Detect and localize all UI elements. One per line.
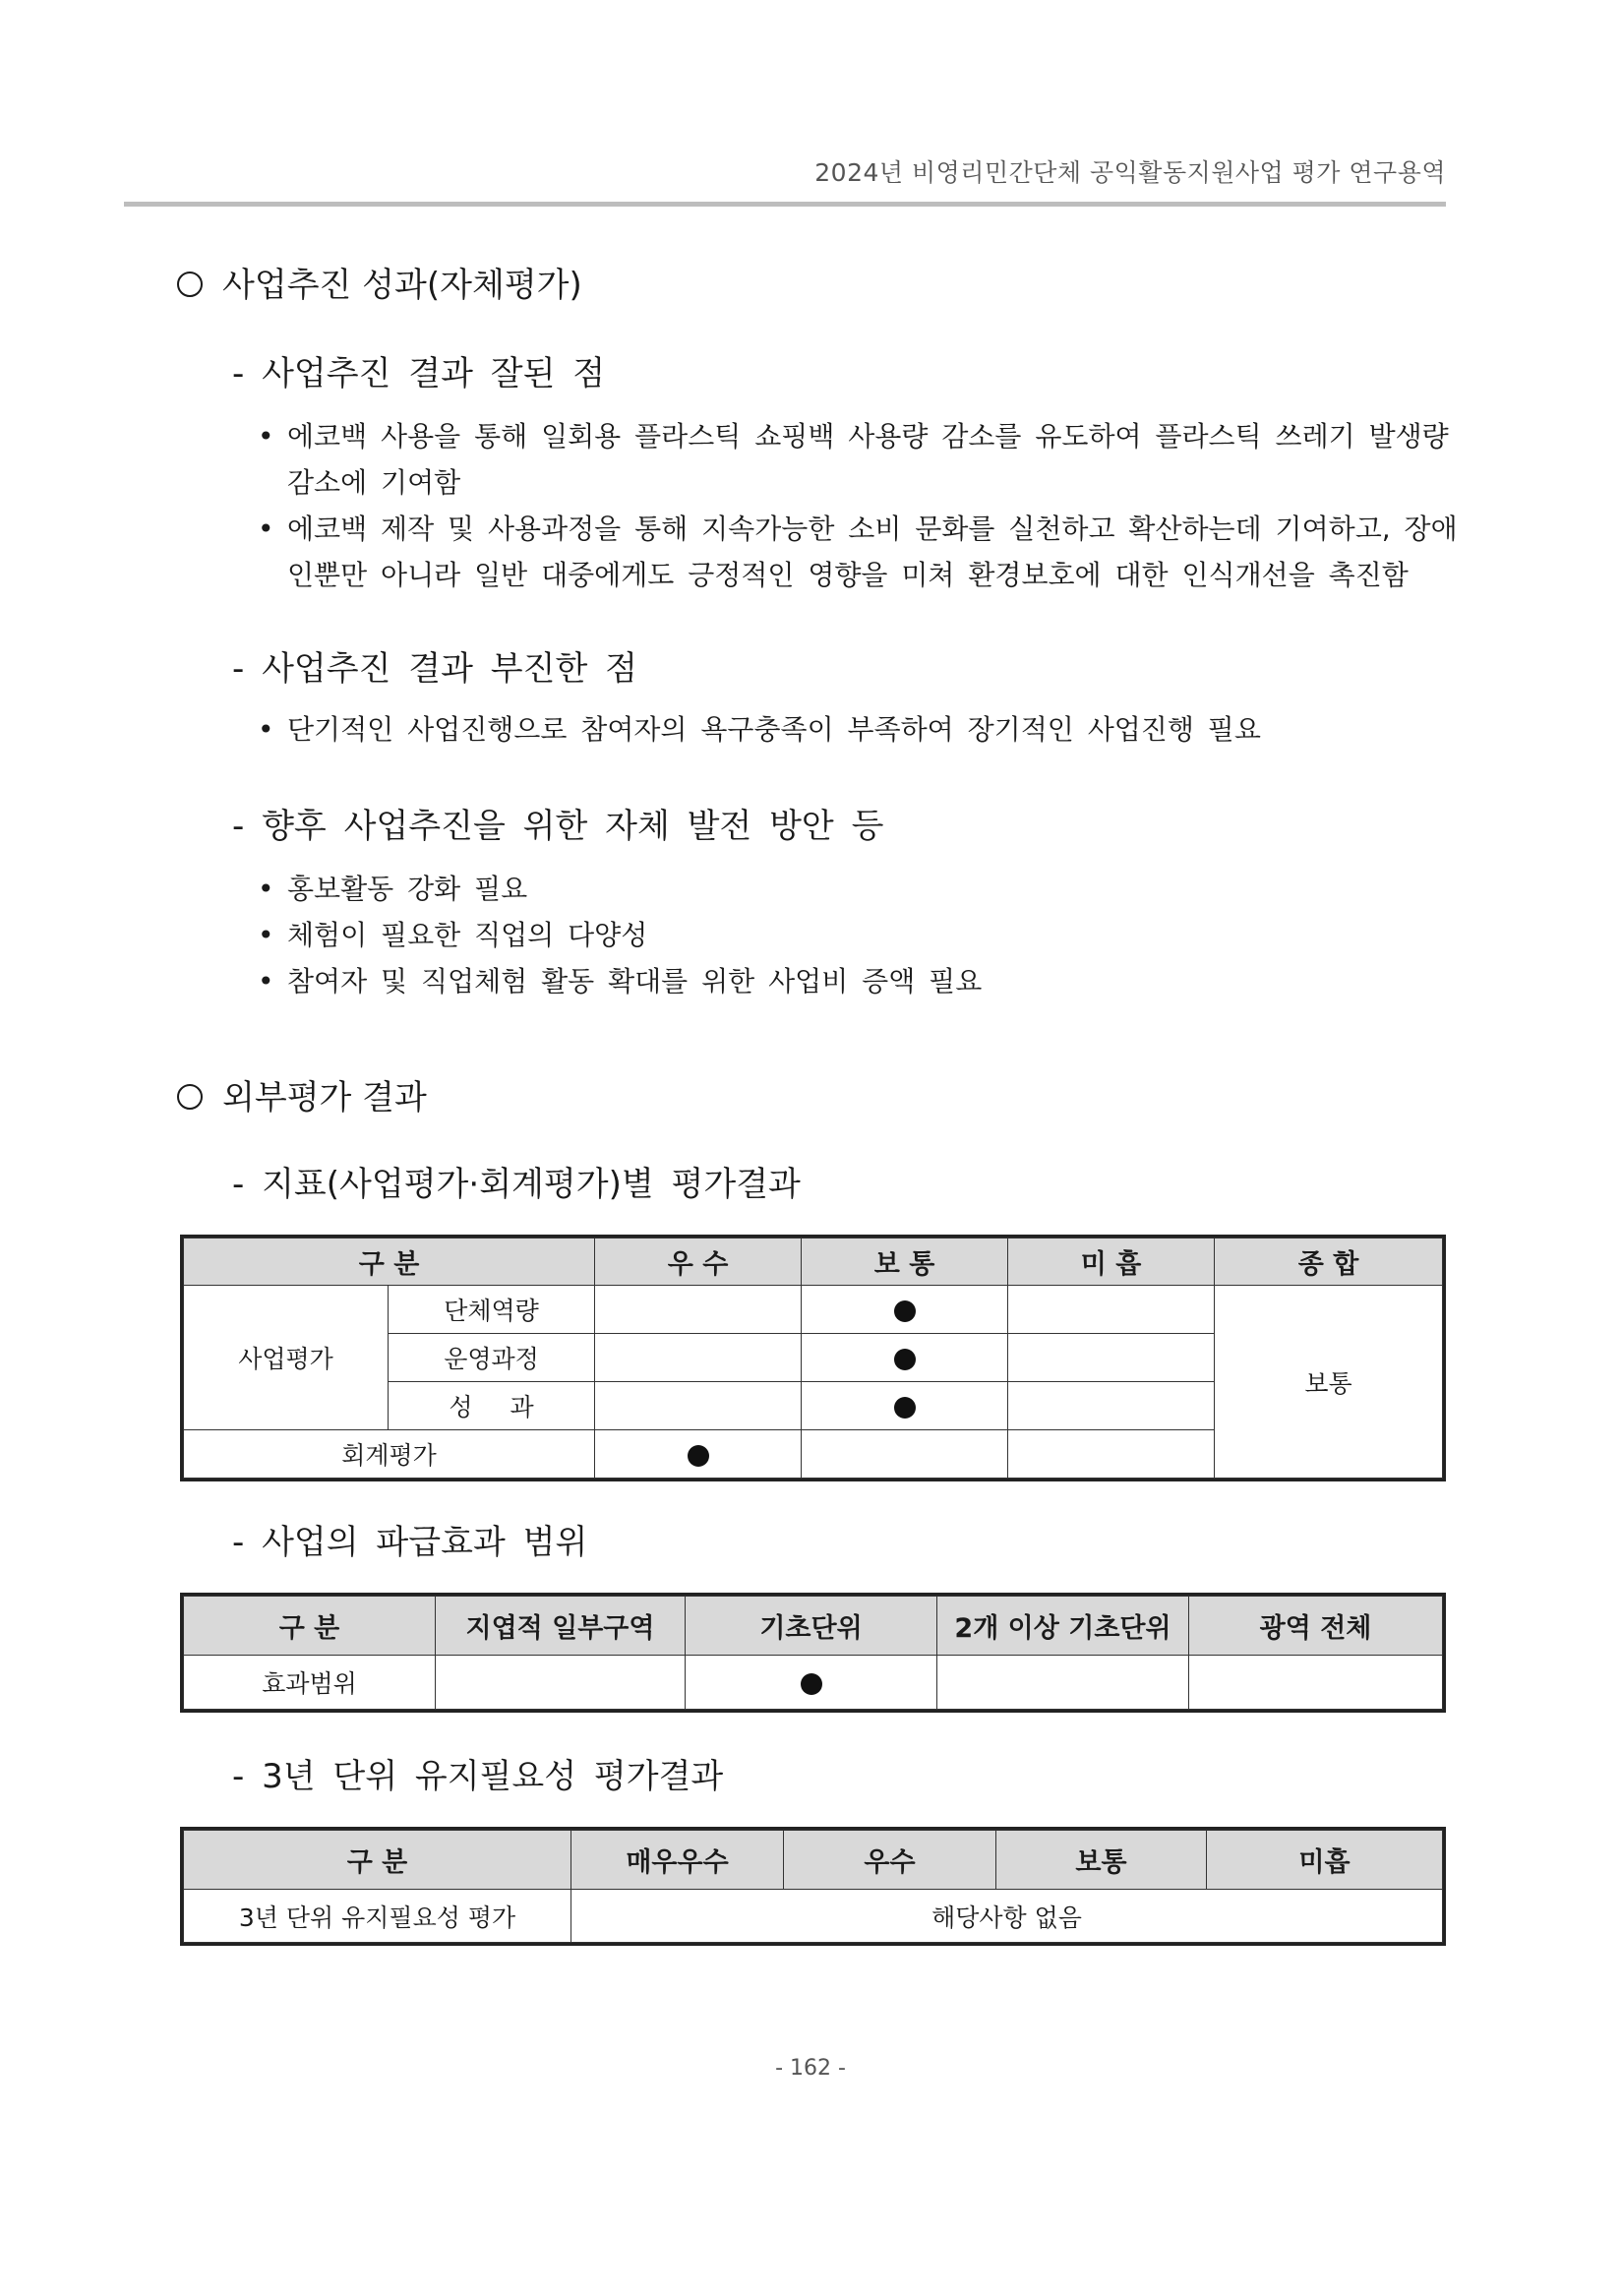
filled-dot-icon [894, 1349, 916, 1370]
page-number: - 162 - [775, 2056, 846, 2081]
table-header-row [184, 1831, 1443, 1890]
list-item: • 에코백 사용을 통해 일회용 플라스틱 쇼핑백 사용량 감소를 유도하여 플라스틱 쓰레기 발생량 감소에 기여함 [258, 413, 1458, 506]
filled-dot-icon [801, 1673, 822, 1695]
header-cell: 보통 [996, 1831, 1207, 1890]
value-cell: 해당사항 없음 [571, 1890, 1443, 1943]
header-cell: 구 분 [184, 1597, 436, 1656]
sustain-table [183, 1830, 1443, 1943]
rating-cell [937, 1656, 1189, 1710]
list-item: • 에코백 제작 및 사용과정을 통해 지속가능한 소비 문화를 실천하고 확산하는데 기여하고, 장애인뿐만 아니라 일반 대중에게도 긍정적인 영향을 미쳐 환경보호에 대한 인식개선을 촉진함 [258, 506, 1458, 598]
group-label-cell: 사업평가 [184, 1286, 389, 1430]
header-title: 2024년 비영리민간단체 공익활동지원사업 평가 연구용역 [814, 158, 1446, 187]
plan-list [258, 866, 1458, 1004]
subheading-sustain: - 3년 단위 유지필요성 평가결과 [232, 1757, 724, 1796]
section-heading: 사업추진 성과(자체평가) [222, 266, 582, 305]
table-row [184, 1286, 1443, 1334]
row-label-cell: 운영과정 [389, 1334, 595, 1382]
header-cell: 2개 이상 기초단위 [937, 1597, 1189, 1656]
good-list [258, 413, 1458, 598]
header-cell: 광역 전체 [1189, 1597, 1443, 1656]
rating-cell [802, 1334, 1008, 1382]
row-label-cell: 성 과 [389, 1382, 595, 1430]
header-cell: 종 합 [1215, 1239, 1443, 1286]
rating-cell [436, 1656, 686, 1710]
rating-cell [686, 1656, 937, 1710]
rating-cell [1189, 1656, 1443, 1710]
ripple-table [183, 1596, 1443, 1710]
table-header-row [184, 1597, 1443, 1656]
rating-cell [595, 1430, 802, 1479]
header-cell: 보 통 [802, 1239, 1008, 1286]
header-cell: 미흡 [1207, 1831, 1443, 1890]
rating-cell [1008, 1430, 1215, 1479]
row-label-cell: 효과범위 [184, 1656, 436, 1710]
row-label-cell: 단체역량 [389, 1286, 595, 1334]
rating-cell [595, 1286, 802, 1334]
row-label-cell: 회계평가 [184, 1430, 595, 1479]
header-cell: 구 분 [184, 1831, 571, 1890]
table-header-row [184, 1239, 1443, 1286]
rating-cell [595, 1382, 802, 1430]
rating-cell [595, 1334, 802, 1382]
header-cell: 미 흡 [1008, 1239, 1215, 1286]
rating-cell [1008, 1382, 1215, 1430]
hollow-circle-icon [177, 272, 203, 297]
rating-cell [1008, 1334, 1215, 1382]
subheading-indicator: - 지표(사업평가·회계평가)별 평가결과 [232, 1165, 801, 1204]
section-self-eval [177, 258, 582, 306]
subheading-good: - 사업추진 결과 잘된 점 [232, 354, 606, 393]
section-external-eval [177, 1070, 427, 1118]
subheading-plan: - 향후 사업추진을 위한 자체 발전 방안 등 [232, 807, 884, 846]
table-row [184, 1656, 1443, 1710]
indicator-table [183, 1238, 1443, 1479]
rating-cell [802, 1286, 1008, 1334]
rating-cell [802, 1430, 1008, 1479]
row-label-cell: 3년 단위 유지필요성 평가 [184, 1890, 571, 1943]
hollow-circle-icon [177, 1084, 203, 1110]
rating-cell [1008, 1286, 1215, 1334]
section-heading: 외부평가 결과 [222, 1078, 427, 1118]
subheading-ripple: - 사업의 파급효과 범위 [232, 1523, 588, 1562]
header-cell: 우수 [784, 1831, 996, 1890]
header-cell: 기초단위 [686, 1597, 937, 1656]
weak-list [258, 706, 1458, 753]
filled-dot-icon [688, 1445, 709, 1467]
subheading-weak: - 사업추진 결과 부진한 점 [232, 649, 637, 689]
filled-dot-icon [894, 1300, 916, 1322]
header-cell: 우 수 [595, 1239, 802, 1286]
filled-dot-icon [894, 1397, 916, 1419]
header-cell: 지엽적 일부구역 [436, 1597, 686, 1656]
table-row [184, 1890, 1443, 1943]
list-item: • 참여자 및 직업체험 활동 확대를 위한 사업비 증액 필요 [258, 958, 1458, 1004]
header-cell: 구 분 [184, 1239, 595, 1286]
header-rule [124, 202, 1446, 207]
rating-cell [802, 1382, 1008, 1430]
header-cell: 매우우수 [571, 1831, 784, 1890]
list-item: • 홍보활동 강화 필요 [258, 866, 1458, 912]
list-item: • 체험이 필요한 직업의 다양성 [258, 912, 1458, 958]
overall-cell: 보통 [1215, 1286, 1443, 1479]
list-item: • 단기적인 사업진행으로 참여자의 욕구충족이 부족하여 장기적인 사업진행 필요 [258, 706, 1458, 753]
